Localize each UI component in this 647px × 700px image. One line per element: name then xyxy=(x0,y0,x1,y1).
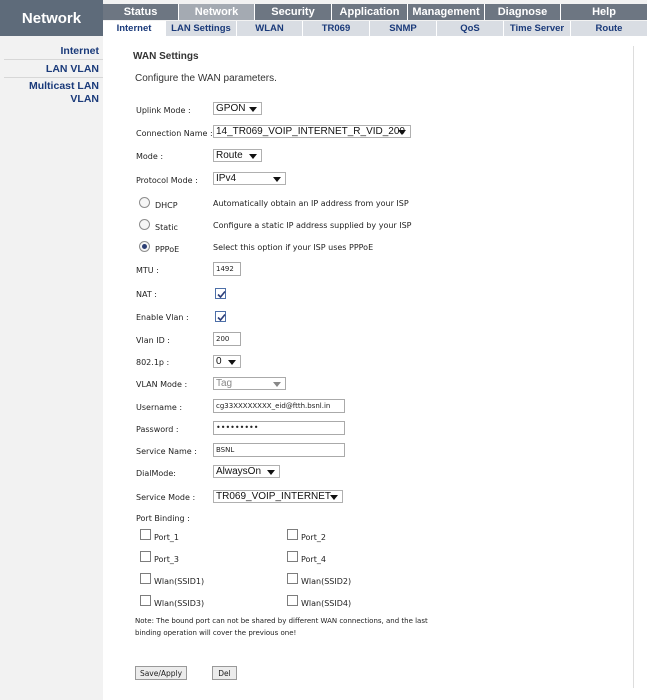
service-name-label: Service Name : xyxy=(136,447,197,456)
tab-network[interactable]: Network xyxy=(179,4,255,20)
page-title: WAN Settings xyxy=(133,51,199,62)
port-1-checkbox[interactable] xyxy=(140,529,151,540)
tab-security[interactable]: Security xyxy=(255,4,332,20)
chevron-down-icon xyxy=(330,495,338,500)
port-binding-label: Port Binding : xyxy=(136,514,190,523)
connection-name-label: Connection Name : xyxy=(136,129,213,138)
tab-status[interactable]: Status xyxy=(103,4,179,20)
service-mode-select[interactable] xyxy=(213,490,343,503)
port-2-label: Port_2 xyxy=(301,533,326,542)
checkmark-icon xyxy=(216,289,227,300)
pppoe-radio[interactable] xyxy=(139,241,150,252)
dot1p-label: 802.1p : xyxy=(136,358,170,367)
port-4-checkbox[interactable] xyxy=(287,551,298,562)
pppoe-description: Select this option if your ISP uses PPPoE xyxy=(213,243,374,252)
static-label: Static xyxy=(155,223,178,232)
mode-label: Mode : xyxy=(136,152,164,161)
sidebar-item-multicast-lan-vlan[interactable] xyxy=(29,80,99,106)
sidebar-item-internet[interactable]: Internet xyxy=(60,45,99,57)
enable-vlan-checkbox[interactable] xyxy=(215,311,226,322)
enable-vlan-label: Enable Vlan : xyxy=(136,313,189,322)
protocol-mode-select[interactable] xyxy=(213,172,286,185)
vlan-id-label: Vlan ID : xyxy=(136,336,170,345)
pppoe-label: PPPoE xyxy=(155,245,180,254)
subtab-snmp[interactable]: SNMP xyxy=(370,21,437,36)
save-apply-button[interactable]: Save/Apply xyxy=(135,666,187,680)
connection-name-value: 14_TR069_VOIP_INTERNET_R_VID_200 xyxy=(216,126,405,137)
vlan-mode-label: VLAN Mode : xyxy=(136,380,188,389)
dialmode-select[interactable] xyxy=(213,465,280,478)
chevron-down-icon xyxy=(249,154,257,159)
password-label: Password : xyxy=(136,425,179,434)
subtab-time-server[interactable]: Time Server xyxy=(504,21,571,36)
username-input[interactable]: cg33XXXXXXXX_eid@ftth.bsnl.in xyxy=(213,399,345,413)
service-mode-value: TR069_VOIP_INTERNET xyxy=(216,491,332,502)
username-label: Username : xyxy=(136,403,183,412)
wlan-ssid3-label: Wlan(SSID3) xyxy=(154,599,205,608)
dhcp-description: Automatically obtain an IP address from your ISP xyxy=(213,199,409,208)
binding-note: Note: The bound port can not be shared by different WAN connections, and the last binding operation will cover the previous one! xyxy=(135,617,428,637)
vlan-id-input[interactable]: 200 xyxy=(213,332,241,346)
subtab-lan-settings[interactable]: LAN Settings xyxy=(166,21,237,36)
tab-management[interactable]: Management xyxy=(408,4,485,20)
checkmark-icon xyxy=(216,312,227,323)
chevron-down-icon xyxy=(228,360,236,365)
chevron-down-icon xyxy=(398,130,406,135)
tab-help[interactable]: Help xyxy=(561,4,647,20)
dialmode-label: DialMode: xyxy=(136,469,176,478)
port-1-label: Port_1 xyxy=(154,533,179,542)
top-navigation xyxy=(103,4,647,20)
mtu-label: MTU : xyxy=(136,266,159,275)
tab-diagnose[interactable]: Diagnose xyxy=(485,4,561,20)
chevron-down-icon xyxy=(249,107,257,112)
chevron-down-icon xyxy=(273,177,281,182)
sidebar-item-label: Multicast LAN xyxy=(28,80,99,92)
static-description: Configure a static IP address supplied by your ISP xyxy=(213,221,412,230)
connection-name-select[interactable] xyxy=(213,125,411,138)
port-3-label: Port_3 xyxy=(154,555,179,564)
mode-select[interactable] xyxy=(213,149,262,162)
wlan-ssid3-checkbox[interactable] xyxy=(140,595,151,606)
protocol-mode-value: IPv4 xyxy=(216,173,237,184)
port-2-checkbox[interactable] xyxy=(287,529,298,540)
sidebar-item-label: VLAN xyxy=(70,93,99,105)
service-name-input[interactable]: BSNL xyxy=(213,443,345,457)
vlan-mode-select[interactable] xyxy=(213,377,286,390)
vlan-mode-value: Tag xyxy=(216,378,233,389)
sidebar-item-lan-vlan[interactable]: LAN VLAN xyxy=(45,63,99,75)
dot1p-value: 0 xyxy=(216,356,222,367)
sub-navigation xyxy=(103,21,647,36)
nat-label: NAT : xyxy=(136,290,157,299)
nat-checkbox[interactable] xyxy=(215,288,226,299)
tab-application[interactable]: Application xyxy=(332,4,408,20)
protocol-mode-label: Protocol Mode : xyxy=(136,176,198,185)
mtu-input[interactable]: 1492 xyxy=(213,262,241,276)
page-subtitle: Configure the WAN parameters. xyxy=(135,73,277,84)
subtab-tr069[interactable]: TR069 xyxy=(303,21,370,36)
chevron-down-icon xyxy=(273,382,281,387)
chevron-down-icon xyxy=(267,470,275,475)
port-3-checkbox[interactable] xyxy=(140,551,151,562)
dhcp-label: DHCP xyxy=(155,201,178,210)
service-mode-label: Service Mode : xyxy=(136,493,196,502)
delete-button[interactable]: Del xyxy=(212,666,237,680)
wlan-ssid4-label: Wlan(SSID4) xyxy=(301,599,352,608)
wlan-ssid1-label: Wlan(SSID1) xyxy=(154,577,205,586)
dhcp-radio[interactable] xyxy=(139,197,150,208)
uplink-mode-label: Uplink Mode : xyxy=(136,106,191,115)
password-input[interactable]: ••••••••• xyxy=(213,421,345,435)
wlan-ssid2-label: Wlan(SSID2) xyxy=(301,577,352,586)
sidebar-divider xyxy=(4,77,103,78)
mode-value: Route xyxy=(216,150,243,161)
brand-title: Network xyxy=(0,0,103,36)
dialmode-value: AlwaysOn xyxy=(216,466,262,477)
dot1p-select[interactable] xyxy=(213,355,241,368)
subtab-route[interactable]: Route xyxy=(595,23,623,34)
wlan-ssid2-checkbox[interactable] xyxy=(287,573,298,584)
wlan-ssid4-checkbox[interactable] xyxy=(287,595,298,606)
wlan-ssid1-checkbox[interactable] xyxy=(140,573,151,584)
sidebar-divider xyxy=(4,59,103,60)
port-4-label: Port_4 xyxy=(301,555,326,564)
sidebar xyxy=(0,36,103,700)
static-radio[interactable] xyxy=(139,219,150,230)
content-panel xyxy=(131,46,634,688)
subtab-wlan[interactable]: WLAN xyxy=(237,21,303,36)
uplink-mode-value: GPON xyxy=(216,103,246,114)
uplink-mode-select[interactable] xyxy=(213,102,262,115)
subtab-internet[interactable]: Internet xyxy=(103,21,166,36)
subtab-qos[interactable]: QoS xyxy=(437,21,504,36)
